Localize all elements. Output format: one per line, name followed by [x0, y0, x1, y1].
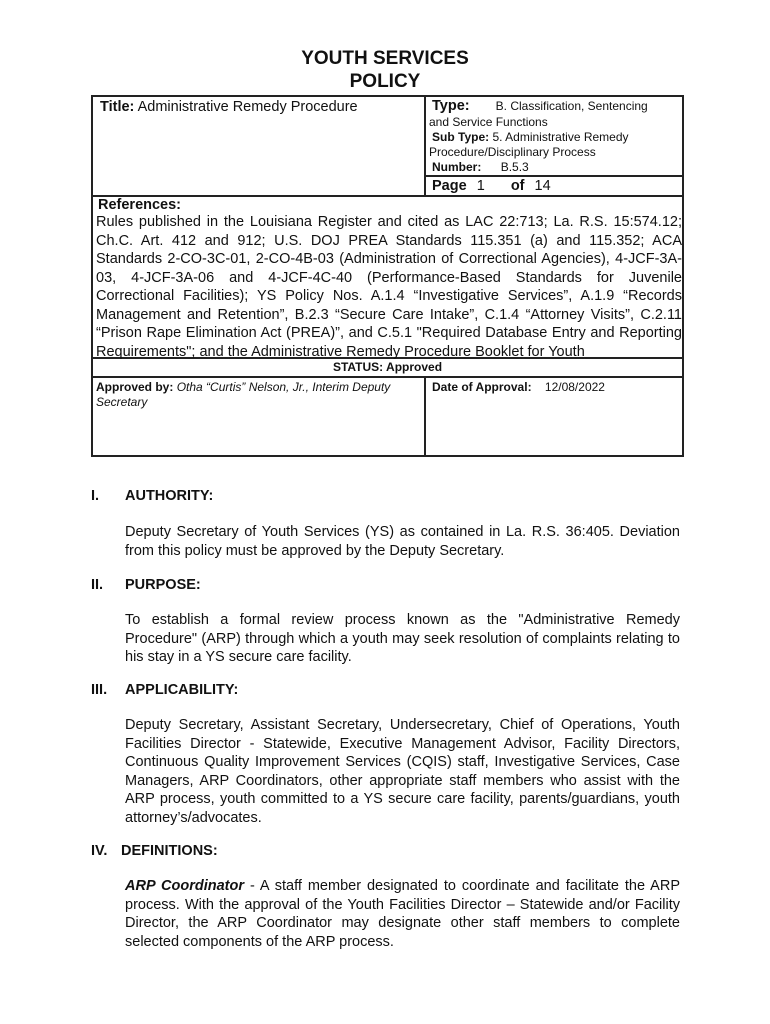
subtype-value-line-1: 5. Administrative Remedy: [492, 130, 629, 144]
approved-by-value: Otha “Curtis” Nelson, Jr., Interim Deputy: [176, 380, 391, 394]
section-heading-purpose: PURPOSE:: [125, 577, 201, 593]
section-text-authority: Deputy Secretary of Youth Services (YS) as contained in La. R.S. 36:405. Deviation from this policy must be approved by the Deputy Secretary.: [125, 524, 680, 559]
status-text: STATUS: Approved: [332, 360, 443, 374]
subtype-label: Sub Type:: [432, 130, 490, 144]
date-value: 12/08/2022: [544, 380, 605, 394]
page-row: [432, 177, 551, 195]
document-title-line-2: POLICY: [349, 71, 421, 92]
section-number-1: I.: [91, 488, 100, 504]
section-text-purpose: To establish a formal review process known as the "Administrative Remedy Procedure" (ARP) through which a youth may seek resolution of complaints relating to his stay in a YS secure care facility.: [125, 612, 680, 665]
table-divider-approval-vertical: [424, 376, 426, 457]
page-value: 1: [476, 178, 485, 194]
section-number-2: II.: [91, 577, 104, 593]
number-value: B.5.3: [500, 160, 529, 174]
title-cell: [100, 98, 358, 116]
approved-by-label: Approved by:: [96, 380, 174, 394]
definition-arp-coordinator: [125, 877, 680, 951]
subtype-value-line-2: Procedure/Disciplinary Process: [429, 145, 596, 159]
table-divider-approval: [91, 376, 684, 378]
title-value: Administrative Remedy Procedure: [137, 99, 358, 115]
type-value-line-2: and Service Functions: [429, 115, 548, 129]
section-number-3: III.: [91, 682, 108, 698]
date-of-approval-cell: [432, 380, 605, 395]
type-label: Type:: [432, 98, 470, 114]
number-line: [432, 160, 529, 175]
references-text: Rules published in the Louisiana Register and cited as LAC 22:713; La. R.S. 15:574.12; Ch.C. Art. 412 and 912; U.S. DOJ PREA Standards 115.351 (a) and 115.352; ACA Standards 2-CO-3C-01, 2-CO-4B-03 (Administration of Correctional Agencies), 4-JCF-3A-03, 4-JCF-3A-06 and 4-JCF-4C-40 (Performance-Based Standards for Juvenile Correctional Facilities); YS Policy Nos. A.1.4 “Investigative Services”, A.1.9 “Records Management and Retention”, B.2.3 “Secure Care Intake”, C.1.4 “Attorney Visits”, C.2.11 “Prison Rape Elimination Act (PREA)”, and C.5.1 "Required Database Entry and Reporting Requirements"; and the Administrative Remedy Procedure Booklet for Youth: [96, 214, 682, 360]
type-cell: [432, 98, 682, 115]
table-divider-top: [424, 95, 426, 196]
section-number-4: IV.: [91, 843, 108, 859]
section-heading-applicability: APPLICABILITY:: [125, 682, 239, 698]
of-label: of: [510, 178, 525, 194]
section-text-applicability: Deputy Secretary, Assistant Secretary, Undersecretary, Chief of Operations, Youth Facilities Director - Statewide, Executive Management Advisor, Facility Directors, Continuous Quality Improvement Services (CQIS) staff, Investigative Services, Case Managers, ARP Coordinators, other appropriate staff members who assist with the ARP process, youth committed to a YS secure care facility, parents/guardians, youth attorney’s/advocates.: [125, 717, 680, 826]
section-heading-definitions: DEFINITIONS:: [121, 843, 218, 859]
page-label: Page: [432, 178, 467, 194]
subtype-line-1: [432, 130, 629, 145]
definition-text: - A staff member designated to coordinate and facilitate the ARP process. With the approval of the Youth Facilities Director – Statewide and/or Facility Director, the ARP Coordinator may designate other staff members to complete selected components of the ARP process.: [125, 878, 680, 950]
references-label: References:: [98, 197, 182, 213]
type-value-line-1: B. Classification, Sentencing: [495, 99, 648, 113]
approved-by-cell: [96, 380, 418, 395]
document-title-line-1: YOUTH SERVICES: [301, 48, 469, 69]
title-label: Title:: [100, 99, 135, 115]
approved-by-value-2: Secretary: [96, 395, 148, 409]
of-value: 14: [534, 178, 551, 194]
number-label: Number:: [432, 160, 482, 174]
date-label: Date of Approval:: [432, 380, 532, 394]
definition-term: ARP Coordinator: [125, 878, 244, 894]
section-heading-authority: AUTHORITY:: [125, 488, 214, 504]
approved-by-value-line-2: [96, 395, 147, 410]
